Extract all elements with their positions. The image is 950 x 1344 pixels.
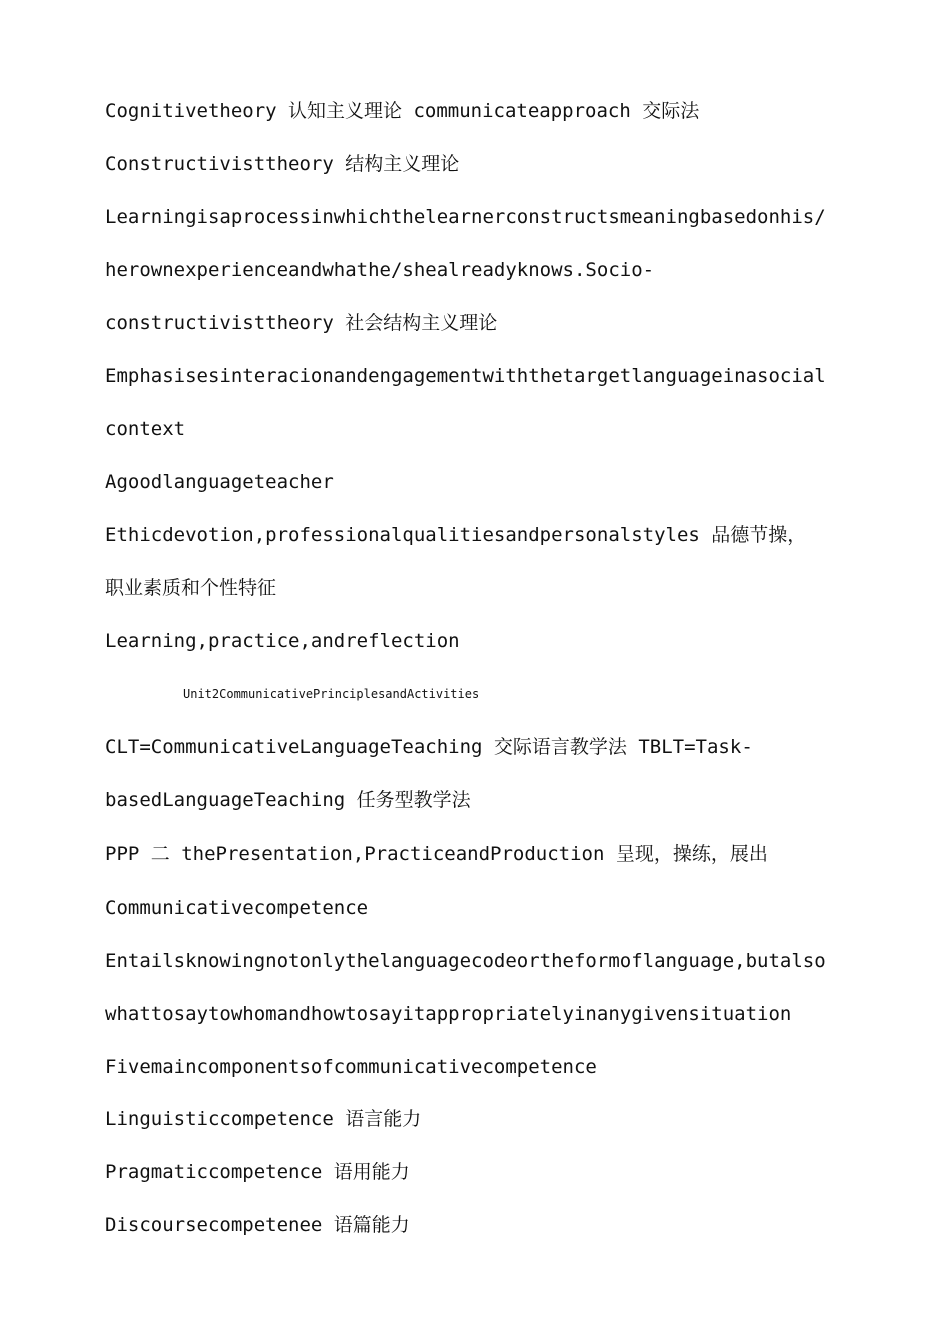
text-line: 职业素质和个性特征 [105,577,277,599]
text-line: Pragmaticcompetence 语用能力 [105,1161,410,1183]
text-line: CLT=CommunicativeLanguageTeaching 交际语言教学法 TBLT=Task- [105,736,753,758]
text-line: Constructivisttheory 结构主义理论 [105,153,460,175]
text-line: Learning,practice,andreflection [105,630,460,652]
text-line: Learningisaprocessinwhichthelearnerconstructsmeaningbasedonhis/ [105,206,826,228]
text-line: constructivisttheory 社会结构主义理论 [105,312,498,334]
text-line: whattosaytowhomandhowtosayitappropriatelyinanygivensituation [105,1003,792,1025]
text-line: PPP 二 thePresentation,PracticeandProduction 呈现，操练，展出 [105,843,768,865]
text-line: context [105,418,186,440]
text-line: Discoursecompetenee 语篇能力 [105,1214,410,1236]
text-line: Cognitivetheory 认知主义理论 communicateapproach 交际法 [105,100,700,122]
text-line: Communicativecompetence [105,897,369,919]
section-heading: Unit2CommunicativePrinciplesandActivities [183,687,480,701]
text-line: Fivemaincomponentsofcommunicativecompetence [105,1056,597,1078]
text-line: Agoodlanguageteacher [105,471,334,493]
text-line: Ethicdevotion,professionalqualitiesandpersonalstyles 品德节操， [105,524,807,546]
text-line: herownexperienceandwhathe/shealreadyknows.Socio- [105,259,655,281]
text-line: Linguisticcompetence 语言能力 [105,1108,422,1130]
text-line: Emphasisesinteracionandengagementwiththetargetlanguageinasocial [105,365,826,387]
text-line: basedLanguageTeaching 任务型教学法 [105,789,471,811]
text-line: Entailsknowingnotonlythelanguagecodeortheformoflanguage,butalso [105,950,826,972]
